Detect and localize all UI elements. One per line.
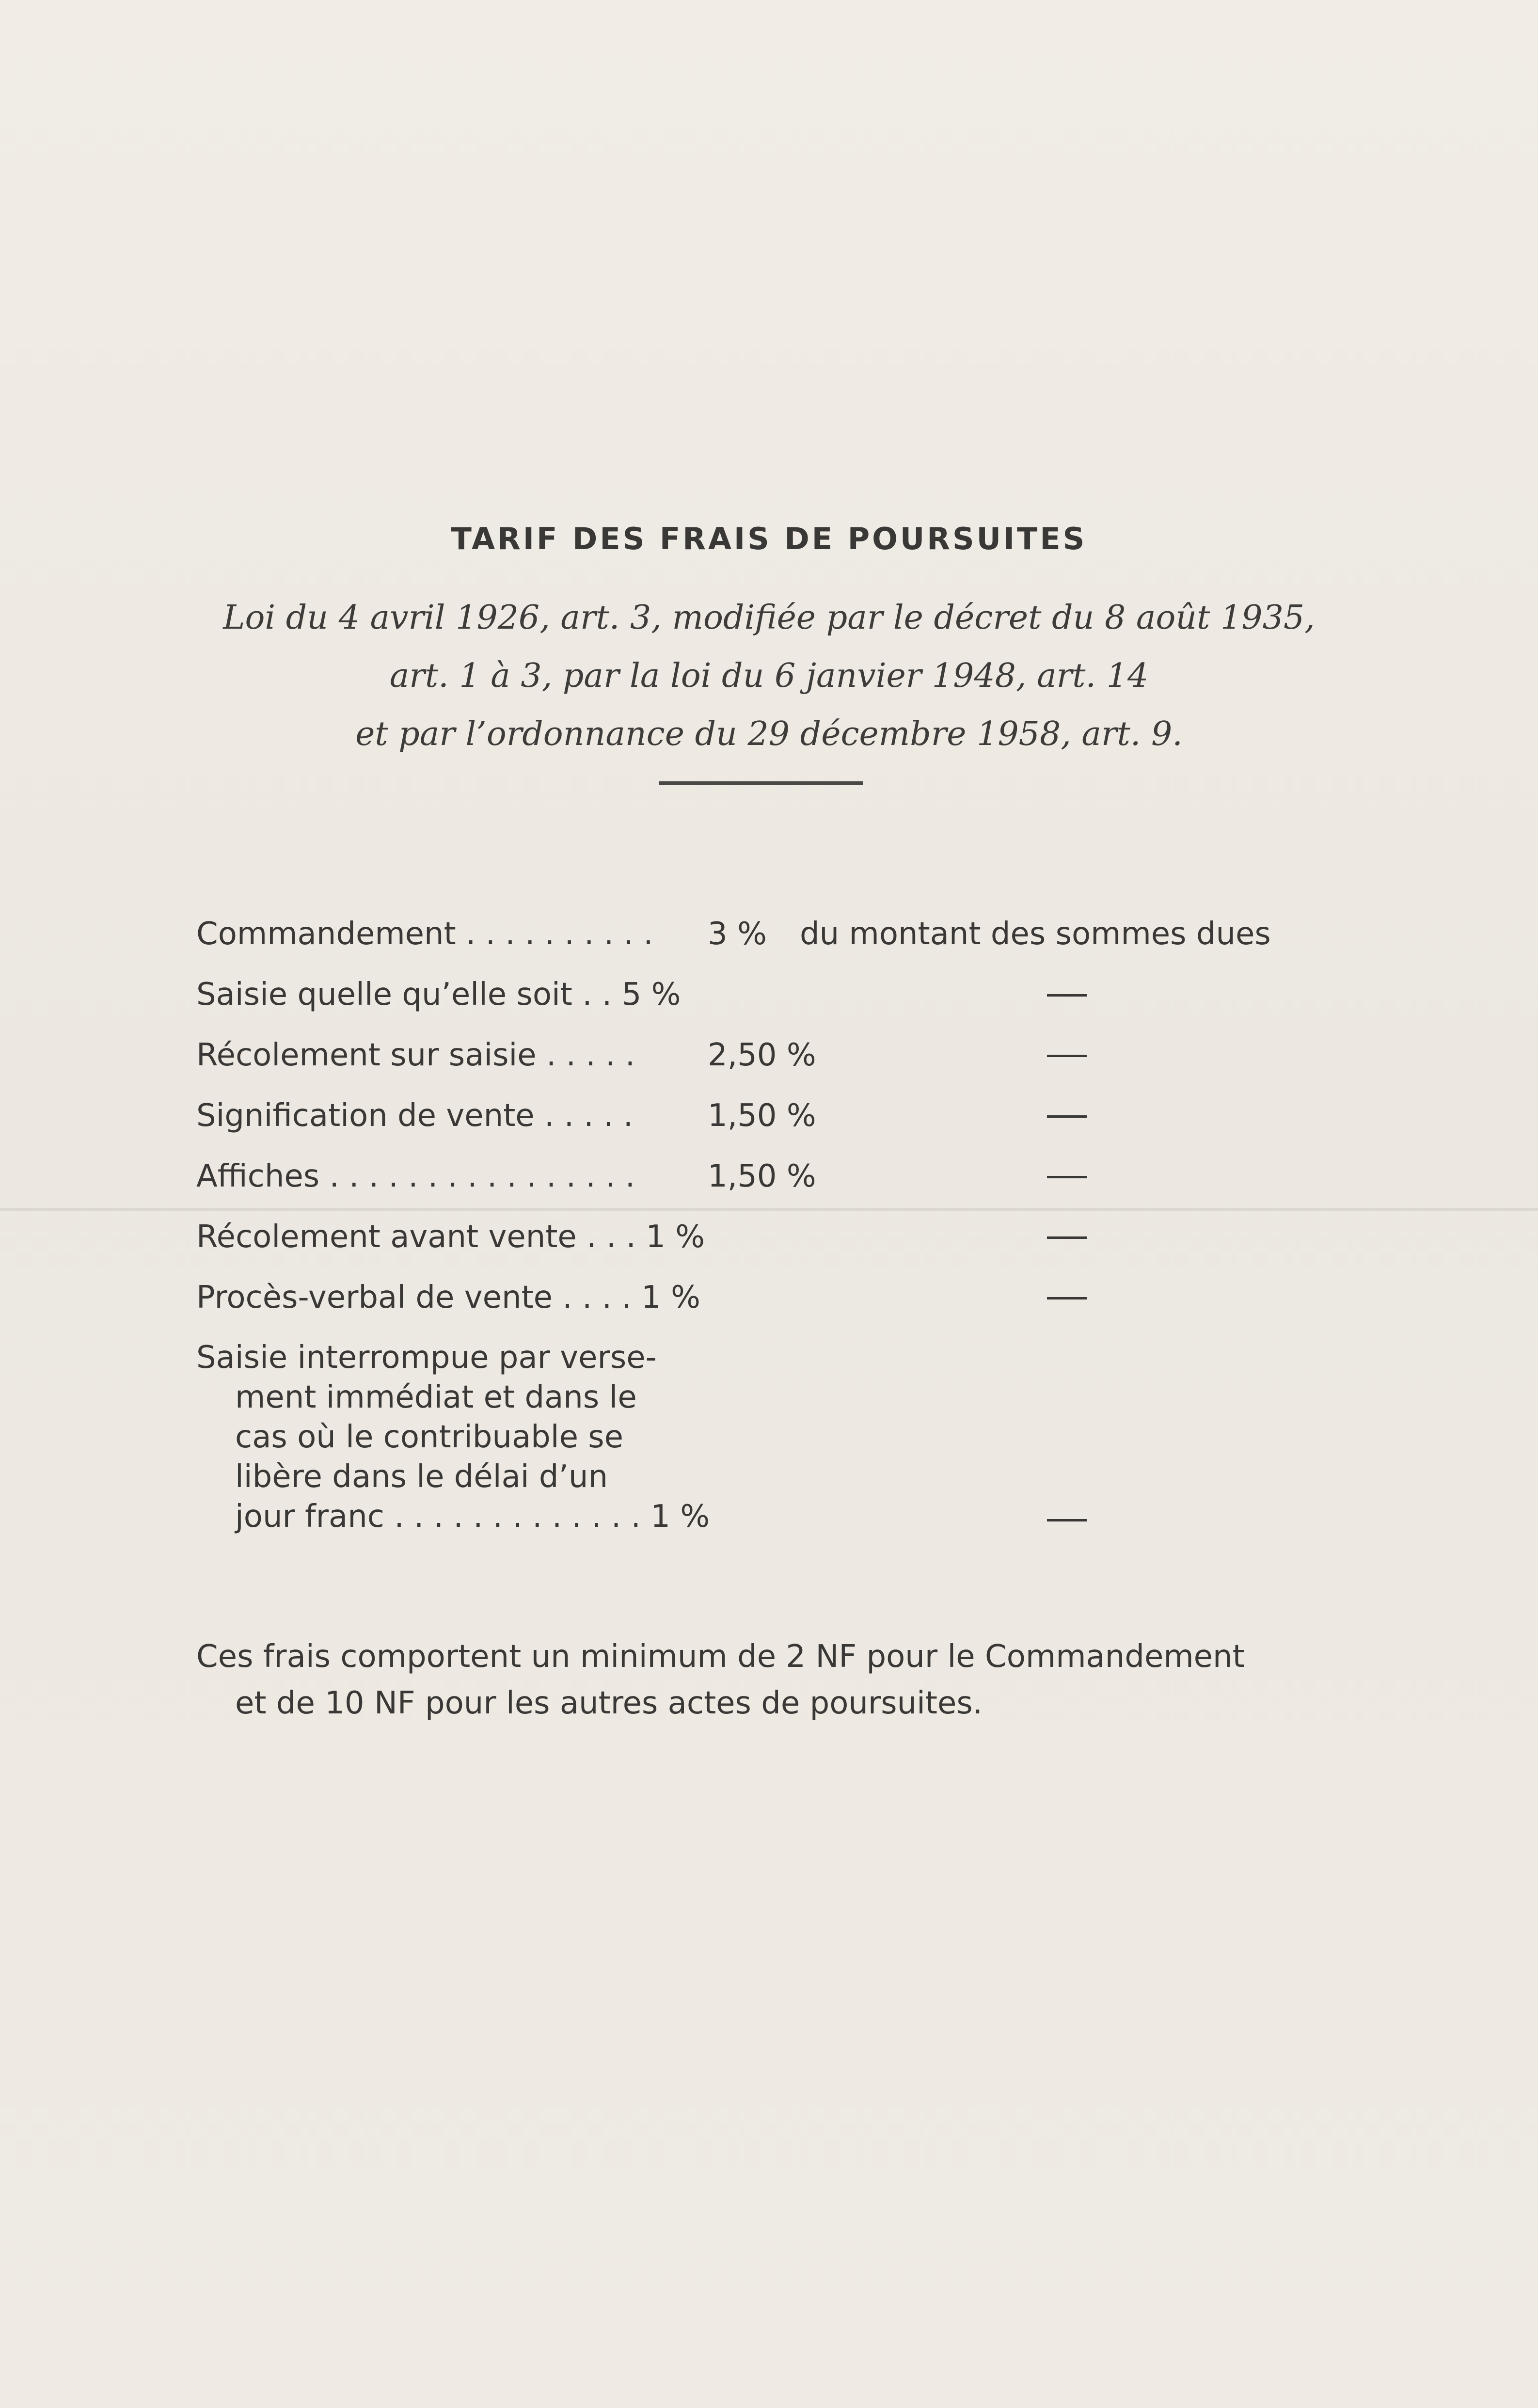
tariff-note: du montant des sommes dues [800, 916, 1271, 952]
tariff-rate: 2,50 % [708, 1037, 816, 1073]
legal-reference-line-2: art. 1 à 3, par la loi du 6 janvier 1948, art. 14 [389, 657, 1149, 695]
footer-line: Ces frais comportent un minimum de 2 NF pour le Commandement [196, 1639, 1245, 1675]
tariff-label: Affiches . . . . . . . . . . . . . . . . [196, 1158, 635, 1194]
ditto-dash [1047, 1055, 1087, 1057]
ditto-dash [1047, 994, 1087, 997]
title-divider [659, 781, 863, 785]
tariff-rate: 1,50 % [708, 1098, 816, 1134]
minimum-fees-note [196, 1633, 1245, 1727]
tariff-rate: 1,50 % [708, 1158, 816, 1194]
tariff-label: Procès-verbal de vente . . . . 1 % [196, 1280, 700, 1315]
multiline-label-line: cas où le contribuable se [235, 1419, 623, 1455]
document-title: TARIF DES FRAIS DE POURSUITES [451, 521, 1087, 556]
tariff-row-saisie-interrompue [196, 1338, 710, 1537]
multiline-label-line: jour franc . . . . . . . . . . . . . 1 % [235, 1499, 710, 1535]
paper-fold [0, 1208, 1538, 1211]
tariff-rate: 3 % [708, 916, 767, 952]
multiline-label-line: libère dans le délai d’un [235, 1459, 608, 1495]
tariff-label: Récolement sur saisie . . . . . [196, 1037, 635, 1073]
multiline-label-line: Saisie interrompue par verse- [196, 1340, 657, 1376]
tariff-label: Signification de vente . . . . . [196, 1098, 634, 1134]
ditto-dash [1047, 1236, 1087, 1239]
tariff-label: Commandement . . . . . . . . . . [196, 916, 653, 952]
legal-reference-line-3: et par l’ordonnance du 29 décembre 1958, art. 9. [355, 715, 1183, 753]
footer-line: et de 10 NF pour les autres actes de poursuites. [235, 1685, 983, 1721]
ditto-dash [1047, 1176, 1087, 1178]
legal-reference-line-1: Loi du 4 avril 1926, art. 3, modifiée par le décret du 8 août 1935, [223, 599, 1315, 637]
ditto-dash [1047, 1297, 1087, 1299]
tariff-label: Récolement avant vente . . . 1 % [196, 1219, 705, 1255]
ditto-dash [1047, 1519, 1087, 1521]
ditto-dash [1047, 1115, 1087, 1118]
tariff-label: Saisie quelle qu’elle soit . . 5 % [196, 977, 681, 1013]
multiline-label-line: ment immédiat et dans le [235, 1379, 637, 1415]
